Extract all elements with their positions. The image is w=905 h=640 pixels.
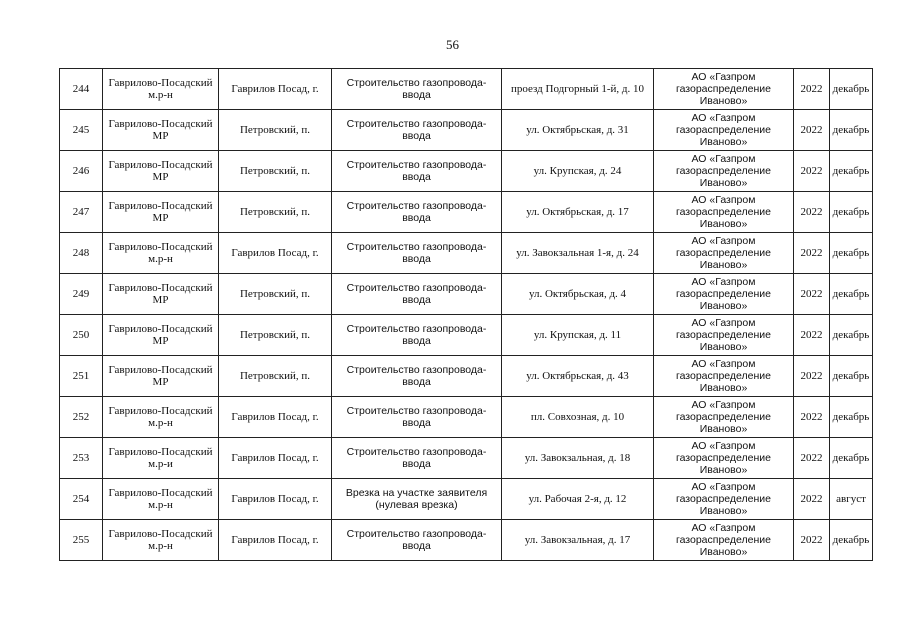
cell-number: 249 [60,274,103,315]
cell-locality: Петровский, п. [219,151,332,192]
cell-organization: АО «Газпром газораспределение Иваново» [654,274,794,315]
table-row [60,110,873,151]
cell-organization: АО «Газпром газораспределение Иваново» [654,110,794,151]
cell-month: август [830,479,873,520]
table-row [60,274,873,315]
cell-work-type: Врезка на участке заявителя (нулевая врезка) [332,479,502,520]
cell-number: 246 [60,151,103,192]
cell-organization: АО «Газпром газораспределение Иваново» [654,479,794,520]
cell-locality: Гаврилов Посад, г. [219,479,332,520]
cell-organization: АО «Газпром газораспределение Иваново» [654,315,794,356]
cell-month: декабрь [830,274,873,315]
cell-year: 2022 [794,479,830,520]
cell-year: 2022 [794,520,830,561]
cell-work-type: Строительство газопровода-ввода [332,274,502,315]
cell-month: декабрь [830,233,873,274]
cell-district: Гаврилово-Посадский МР [103,110,219,151]
cell-work-type: Строительство газопровода-ввода [332,110,502,151]
cell-district: Гаврилово-Посадский МР [103,315,219,356]
cell-address: ул. Рабочая 2-я, д. 12 [502,479,654,520]
cell-number: 248 [60,233,103,274]
cell-year: 2022 [794,151,830,192]
cell-work-type: Строительство газопровода-ввода [332,520,502,561]
cell-locality: Петровский, п. [219,315,332,356]
cell-work-type: Строительство газопровода-ввода [332,356,502,397]
cell-address: ул. Октябрьская, д. 31 [502,110,654,151]
cell-district: Гаврилово-Посадский МР [103,151,219,192]
cell-locality: Петровский, п. [219,356,332,397]
table-row [60,151,873,192]
cell-month: декабрь [830,69,873,110]
cell-month: декабрь [830,356,873,397]
cell-locality: Гаврилов Посад, г. [219,438,332,479]
table-body [60,69,873,561]
cell-district: Гаврилово-Посадский м.р-и [103,438,219,479]
cell-number: 244 [60,69,103,110]
table-row [60,438,873,479]
cell-year: 2022 [794,438,830,479]
table-row [60,479,873,520]
cell-year: 2022 [794,233,830,274]
cell-address: проезд Подгорный 1-й, д. 10 [502,69,654,110]
cell-organization: АО «Газпром газораспределение Иваново» [654,356,794,397]
cell-year: 2022 [794,192,830,233]
cell-district: Гаврилово-Посадский м.р-н [103,479,219,520]
cell-organization: АО «Газпром газораспределение Иваново» [654,151,794,192]
cell-locality: Гаврилов Посад, г. [219,69,332,110]
table-row [60,315,873,356]
cell-number: 253 [60,438,103,479]
table-row [60,69,873,110]
cell-address: пл. Совхозная, д. 10 [502,397,654,438]
cell-year: 2022 [794,356,830,397]
cell-address: ул. Крупская, д. 24 [502,151,654,192]
cell-address: ул. Октябрьская, д. 43 [502,356,654,397]
cell-number: 254 [60,479,103,520]
cell-work-type: Строительство газопровода-ввода [332,438,502,479]
table-row [60,520,873,561]
cell-year: 2022 [794,397,830,438]
cell-organization: АО «Газпром газораспределение Иваново» [654,192,794,233]
cell-month: декабрь [830,520,873,561]
cell-locality: Гаврилов Посад, г. [219,397,332,438]
cell-work-type: Строительство газопровода-ввода [332,192,502,233]
cell-district: Гаврилово-Посадский м.р-н [103,520,219,561]
cell-organization: АО «Газпром газораспределение Иваново» [654,438,794,479]
cell-month: декабрь [830,397,873,438]
cell-number: 245 [60,110,103,151]
cell-district: Гаврилово-Посадский МР [103,274,219,315]
cell-district: Гаврилово-Посадский м.р-н [103,397,219,438]
cell-work-type: Строительство газопровода-ввода [332,233,502,274]
cell-work-type: Строительство газопровода-ввода [332,69,502,110]
page-number: 56 [446,37,459,52]
table-row [60,233,873,274]
cell-organization: АО «Газпром газораспределение Иваново» [654,397,794,438]
cell-district: Гаврилово-Посадский м.р-н [103,69,219,110]
cell-work-type: Строительство газопровода-ввода [332,397,502,438]
cell-address: ул. Крупская, д. 11 [502,315,654,356]
cell-month: декабрь [830,438,873,479]
cell-number: 252 [60,397,103,438]
cell-locality: Петровский, п. [219,274,332,315]
cell-year: 2022 [794,69,830,110]
cell-month: декабрь [830,151,873,192]
table-row [60,356,873,397]
gas-connection-table [59,68,873,561]
cell-locality: Петровский, п. [219,110,332,151]
cell-address: ул. Завокзальная 1-я, д. 24 [502,233,654,274]
table-row [60,397,873,438]
cell-number: 251 [60,356,103,397]
cell-district: Гаврилово-Посадский МР [103,356,219,397]
cell-locality: Гаврилов Посад, г. [219,520,332,561]
cell-work-type: Строительство газопровода-ввода [332,151,502,192]
cell-locality: Гаврилов Посад, г. [219,233,332,274]
cell-year: 2022 [794,315,830,356]
cell-address: ул. Октябрьская, д. 17 [502,192,654,233]
cell-district: Гаврилово-Посадский МР [103,192,219,233]
cell-organization: АО «Газпром газораспределение Иваново» [654,520,794,561]
cell-year: 2022 [794,274,830,315]
cell-month: декабрь [830,192,873,233]
cell-year: 2022 [794,110,830,151]
cell-month: декабрь [830,315,873,356]
cell-organization: АО «Газпром газораспределение Иваново» [654,233,794,274]
cell-month: декабрь [830,110,873,151]
cell-address: ул. Октябрьская, д. 4 [502,274,654,315]
cell-district: Гаврилово-Посадский м.р-н [103,233,219,274]
cell-number: 255 [60,520,103,561]
cell-organization: АО «Газпром газораспределение Иваново» [654,69,794,110]
cell-number: 247 [60,192,103,233]
cell-address: ул. Завокзальная, д. 17 [502,520,654,561]
cell-address: ул. Завокзальная, д. 18 [502,438,654,479]
cell-locality: Петровский, п. [219,192,332,233]
cell-work-type: Строительство газопровода-ввода [332,315,502,356]
cell-number: 250 [60,315,103,356]
table-row [60,192,873,233]
